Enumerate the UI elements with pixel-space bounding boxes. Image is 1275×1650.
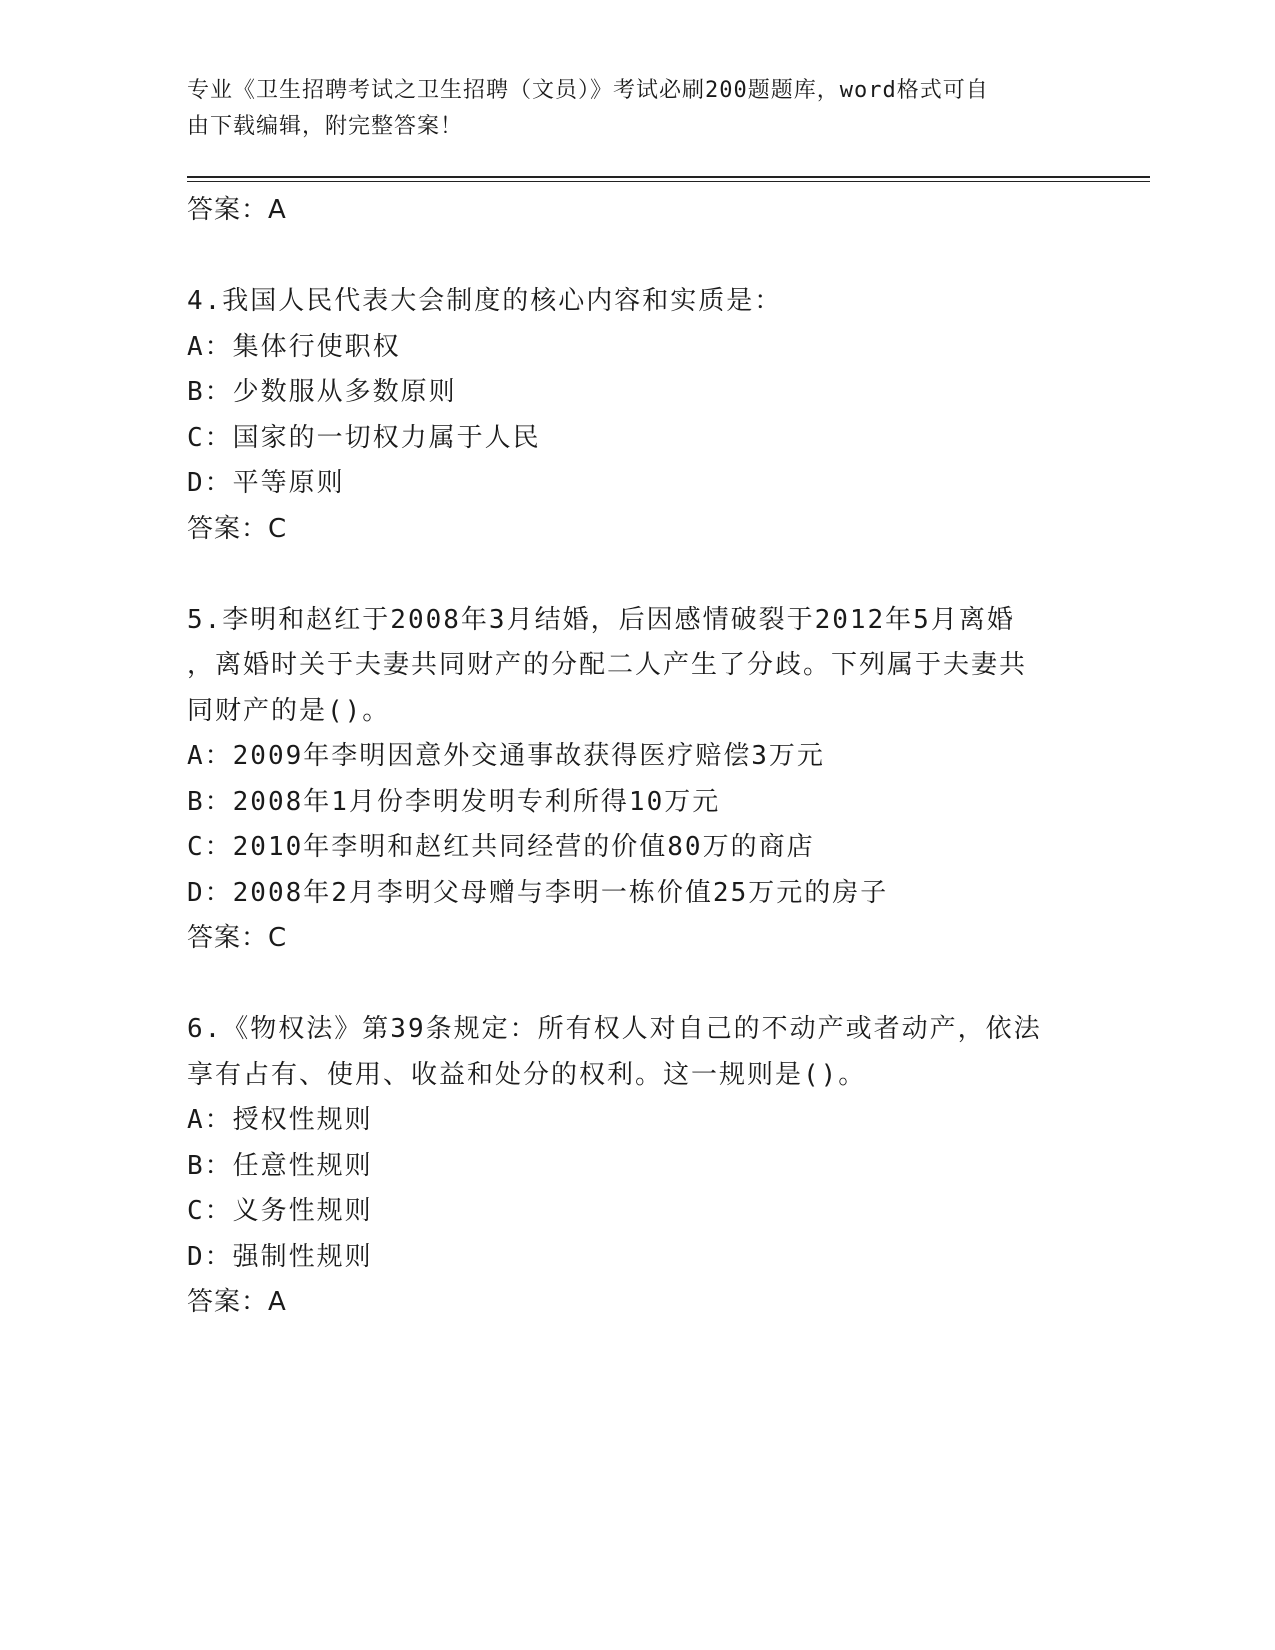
- option-d: D：强制性规则: [187, 1241, 373, 1272]
- header-divider-thick: [187, 176, 1150, 178]
- option-a: A：授权性规则: [187, 1105, 373, 1135]
- header-divider-thin: [187, 181, 1150, 182]
- option-c: C：2010年李明和赵红共同经营的价值80万的商店: [187, 832, 815, 862]
- answer-line: 答案：A: [187, 195, 287, 225]
- option-a: A：2009年李明因意外交通事故获得医疗赔偿3万元: [187, 741, 825, 771]
- question-stem: ，离婚时关于夫妻共同财产的分配二人产生了分歧。下列属于夫妻共: [187, 650, 1028, 680]
- question-stem: 5.李明和赵红于2008年3月结婚，后因感情破裂于2012年5月离婚: [187, 604, 1015, 635]
- spacer: [187, 552, 1087, 598]
- question-list: [187, 188, 1087, 1326]
- document-header: [187, 73, 1067, 145]
- option-b: B：少数服从多数原则: [187, 377, 457, 407]
- option-a: A：集体行使职权: [187, 331, 401, 362]
- option-b: B：任意性规则: [187, 1150, 373, 1181]
- option-b: B：2008年1月份李明发明专利所得10万元: [187, 786, 721, 817]
- header-line-2: 由下载编辑，附完整答案！: [187, 114, 464, 139]
- question-block-6: [187, 1007, 1087, 1326]
- answer-line: 答案：C: [187, 923, 288, 953]
- header-line-1: 专业《卫生招聘考试之卫生招聘（文员）》考试必刷200题题库，word格式可自: [187, 78, 989, 103]
- answer-line: 答案：A: [187, 1287, 287, 1317]
- question-block-5: [187, 598, 1087, 962]
- option-c: C：国家的一切权力属于人民: [187, 422, 541, 453]
- question-block-3: [187, 188, 1087, 234]
- option-d: D：2008年2月李明父母赠与李明一栋价值25万元的房子: [187, 877, 889, 908]
- answer-line: 答案：C: [187, 513, 288, 544]
- question-block-4: [187, 279, 1087, 552]
- option-d: D：平等原则: [187, 468, 345, 498]
- spacer: [187, 962, 1087, 1008]
- question-stem: 6.《物权法》第39条规定：所有权人对自己的不动产或者动产，依法: [187, 1014, 1042, 1044]
- option-c: C：义务性规则: [187, 1196, 373, 1226]
- spacer: [187, 234, 1087, 280]
- question-stem: 同财产的是()。: [187, 695, 391, 726]
- question-stem: 4.我国人民代表大会制度的核心内容和实质是：: [187, 286, 783, 316]
- question-stem: 享有占有、使用、收益和处分的权利。这一规则是()。: [187, 1059, 867, 1090]
